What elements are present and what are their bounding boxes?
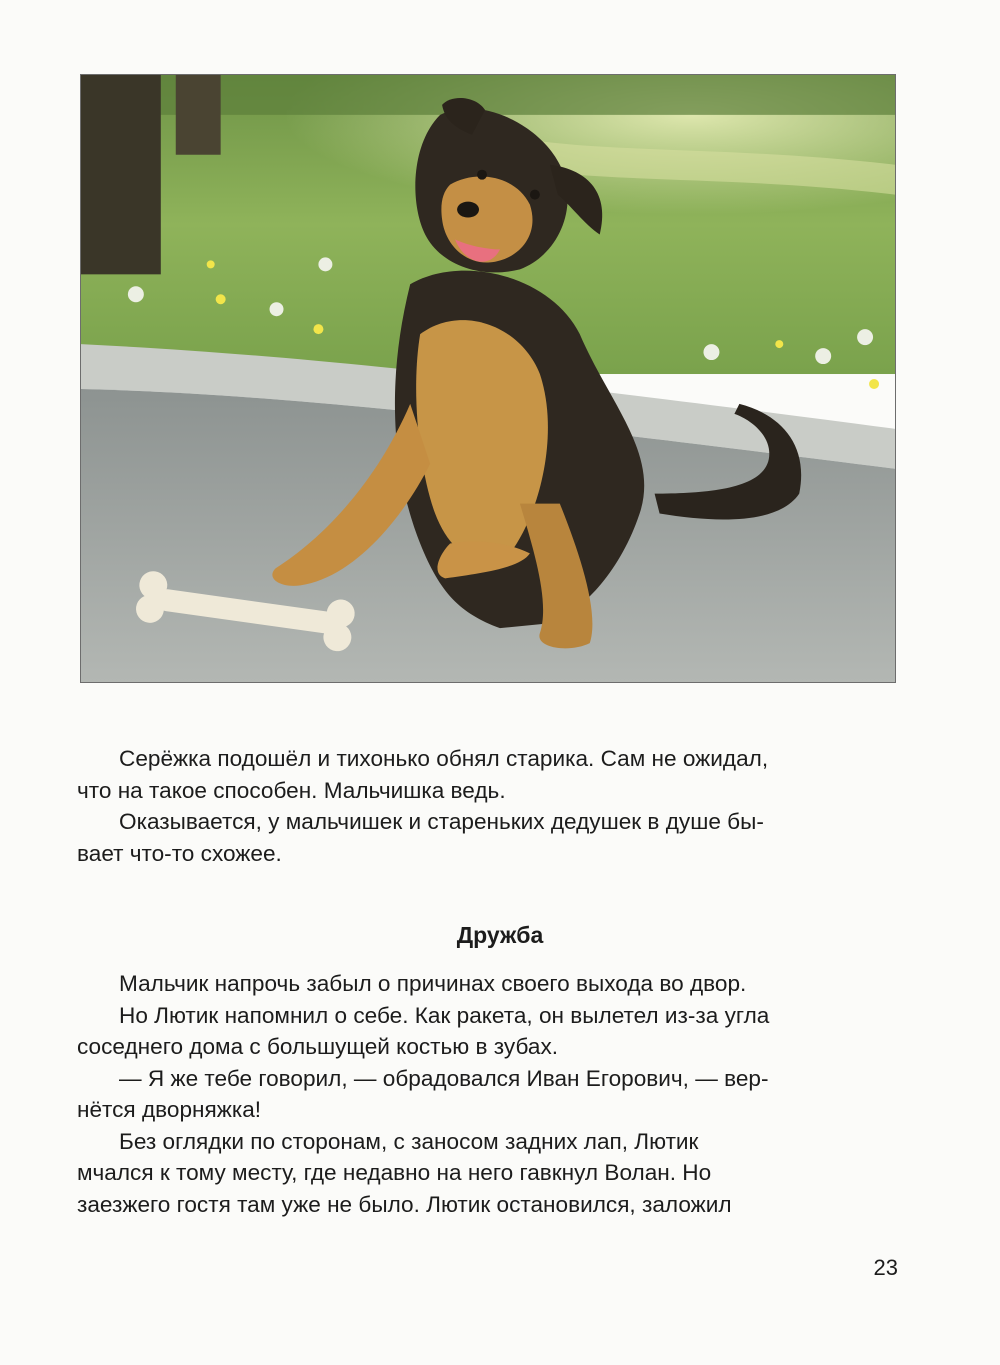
paragraph bbox=[77, 743, 899, 806]
text-line: — Я же тебе говорил, — обрадовался Иван Егорович, — вер- bbox=[119, 1065, 769, 1091]
paragraph bbox=[77, 1063, 899, 1126]
text-block-before-heading bbox=[77, 743, 899, 869]
text-line: Но Лютик напомнил о себе. Как ракета, он вылетел из-за угла bbox=[119, 1002, 770, 1028]
text-line: мчался к тому месту, где недавно на него гавкнул Волан. Но bbox=[77, 1160, 712, 1185]
text-line: Мальчик напрочь забыл о причинах своего выхода во двор. bbox=[119, 971, 747, 996]
paragraph bbox=[77, 1126, 899, 1221]
dog-illustration bbox=[80, 74, 896, 683]
paragraph bbox=[77, 806, 899, 869]
paragraph bbox=[77, 1000, 899, 1063]
text-block-after-heading bbox=[77, 968, 899, 1220]
text-line: заезжего гостя там уже не было. Лютик остановился, заложил bbox=[77, 1191, 732, 1217]
section-heading: Дружба bbox=[456, 922, 544, 948]
paragraph bbox=[77, 968, 899, 1000]
page-number: 23 bbox=[873, 1255, 898, 1280]
text-line: Серёжка подошёл и тихонько обнял старика. Сам не ожидал, bbox=[119, 746, 769, 771]
text-line: соседнего дома с большущей костью в зубах. bbox=[77, 1034, 559, 1059]
text-line: что на такое способен. Мальчишка ведь. bbox=[77, 777, 506, 803]
text-line: вает что-то схожее. bbox=[77, 840, 282, 866]
text-line: Без оглядки по сторонам, с заносом задних лап, Лютик bbox=[119, 1128, 699, 1154]
text-line: нётся дворняжка! bbox=[77, 1097, 262, 1122]
text-line: Оказывается, у мальчишек и старeньких дедушек в душе бы- bbox=[119, 809, 764, 834]
